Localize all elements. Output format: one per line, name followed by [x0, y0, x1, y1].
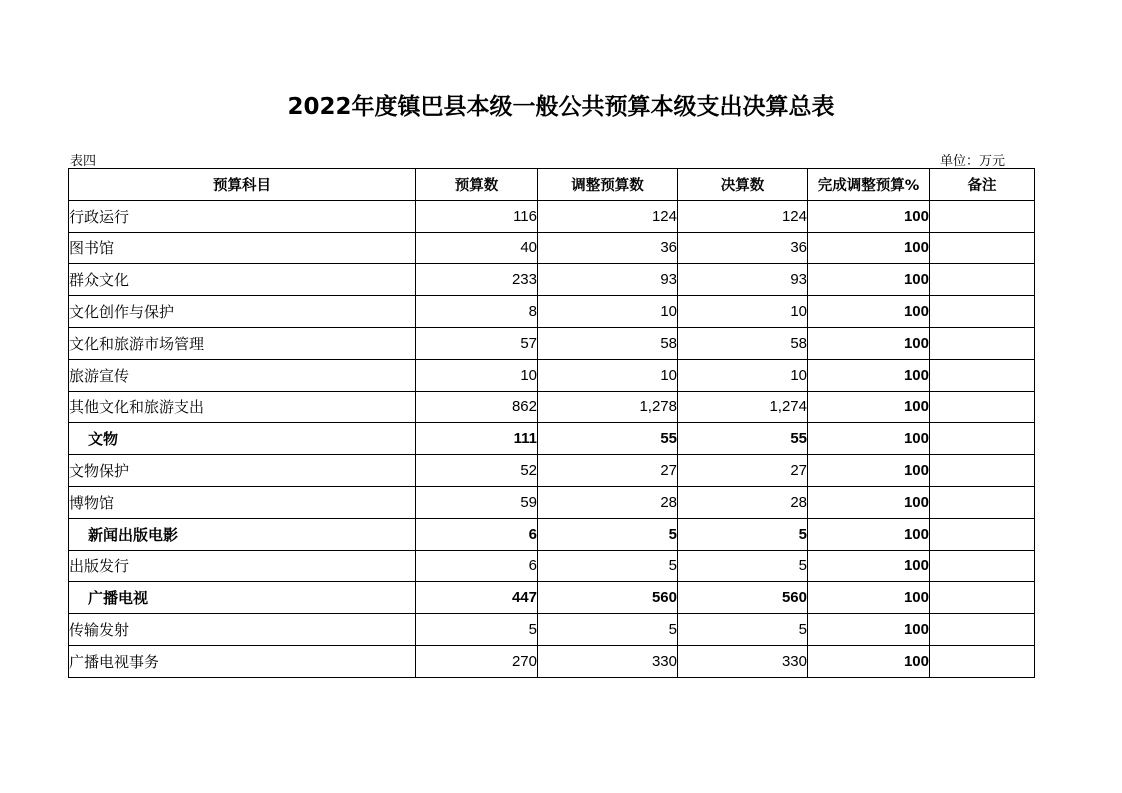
- row-adjusted: 1,278: [538, 391, 678, 423]
- row-rate: 100: [808, 455, 930, 487]
- row-adjusted: 93: [538, 264, 678, 296]
- row-budget: 57: [416, 327, 538, 359]
- header-final: 决算数: [678, 169, 808, 201]
- row-note: [930, 645, 1035, 677]
- row-adjusted: 36: [538, 232, 678, 264]
- row-rate: 100: [808, 614, 930, 646]
- row-note: [930, 518, 1035, 550]
- row-note: [930, 423, 1035, 455]
- table-row: [69, 550, 1035, 582]
- row-budget: 52: [416, 455, 538, 487]
- row-subject: 文化和旅游市场管理: [69, 327, 416, 359]
- row-budget: 59: [416, 486, 538, 518]
- row-note: [930, 359, 1035, 391]
- row-adjusted: 28: [538, 486, 678, 518]
- page-title: 2022年度镇巴县本级一般公共预算本级支出决算总表: [287, 94, 835, 120]
- table-row: [69, 232, 1035, 264]
- budget-table: [68, 168, 1035, 678]
- row-budget: 233: [416, 264, 538, 296]
- row-final: 27: [678, 455, 808, 487]
- row-budget: 116: [416, 200, 538, 232]
- table-row: [69, 359, 1035, 391]
- row-subject: 图书馆: [69, 232, 416, 264]
- row-note: [930, 200, 1035, 232]
- row-final: 55: [678, 423, 808, 455]
- row-adjusted: 5: [538, 614, 678, 646]
- row-subject: 文化创作与保护: [69, 296, 416, 328]
- row-adjusted: 10: [538, 296, 678, 328]
- table-row: [69, 614, 1035, 646]
- row-rate: 100: [808, 486, 930, 518]
- row-note: [930, 327, 1035, 359]
- row-note: [930, 455, 1035, 487]
- row-subject: 广播电视事务: [69, 645, 416, 677]
- table-row: [69, 264, 1035, 296]
- table-row: [69, 296, 1035, 328]
- row-adjusted: 55: [538, 423, 678, 455]
- row-subject: 博物馆: [69, 486, 416, 518]
- row-note: [930, 232, 1035, 264]
- header-subject: 预算科目: [69, 169, 416, 201]
- row-subject: 文物: [69, 423, 416, 455]
- row-adjusted: 10: [538, 359, 678, 391]
- row-final: 10: [678, 359, 808, 391]
- row-adjusted: 560: [538, 582, 678, 614]
- row-subject: 传输发射: [69, 614, 416, 646]
- row-adjusted: 5: [538, 550, 678, 582]
- row-budget: 447: [416, 582, 538, 614]
- row-note: [930, 391, 1035, 423]
- row-final: 1,274: [678, 391, 808, 423]
- table-row: [69, 645, 1035, 677]
- row-adjusted: 58: [538, 327, 678, 359]
- table-row: [69, 455, 1035, 487]
- table-row: [69, 423, 1035, 455]
- row-rate: 100: [808, 296, 930, 328]
- row-rate: 100: [808, 264, 930, 296]
- table-label: 表四: [70, 154, 97, 169]
- table-row: [69, 518, 1035, 550]
- row-rate: 100: [808, 582, 930, 614]
- header-rate: 完成调整预算%: [808, 169, 930, 201]
- row-final: 58: [678, 327, 808, 359]
- row-rate: 100: [808, 391, 930, 423]
- row-subject: 行政运行: [69, 200, 416, 232]
- row-rate: 100: [808, 359, 930, 391]
- row-final: 28: [678, 486, 808, 518]
- row-rate: 100: [808, 232, 930, 264]
- row-budget: 8: [416, 296, 538, 328]
- row-final: 93: [678, 264, 808, 296]
- row-note: [930, 550, 1035, 582]
- row-subject: 其他文化和旅游支出: [69, 391, 416, 423]
- row-final: 36: [678, 232, 808, 264]
- row-rate: 100: [808, 423, 930, 455]
- row-final: 330: [678, 645, 808, 677]
- row-subject: 广播电视: [69, 582, 416, 614]
- row-final: 5: [678, 518, 808, 550]
- row-subject: 旅游宣传: [69, 359, 416, 391]
- table-row: [69, 327, 1035, 359]
- row-final: 5: [678, 550, 808, 582]
- row-budget: 6: [416, 550, 538, 582]
- table-row: [69, 486, 1035, 518]
- row-adjusted: 5: [538, 518, 678, 550]
- row-final: 10: [678, 296, 808, 328]
- row-budget: 5: [416, 614, 538, 646]
- row-subject: 新闻出版电影: [69, 518, 416, 550]
- row-subject: 群众文化: [69, 264, 416, 296]
- row-budget: 862: [416, 391, 538, 423]
- row-rate: 100: [808, 200, 930, 232]
- row-note: [930, 264, 1035, 296]
- header-adjusted: 调整预算数: [538, 169, 678, 201]
- table-header-row: [69, 169, 1035, 201]
- row-note: [930, 486, 1035, 518]
- table-row: [69, 200, 1035, 232]
- row-adjusted: 330: [538, 645, 678, 677]
- row-final: 124: [678, 200, 808, 232]
- row-budget: 40: [416, 232, 538, 264]
- unit-label: 单位：万元: [940, 154, 1006, 169]
- row-adjusted: 27: [538, 455, 678, 487]
- row-final: 5: [678, 614, 808, 646]
- header-note: 备注: [930, 169, 1035, 201]
- row-budget: 270: [416, 645, 538, 677]
- row-budget: 111: [416, 423, 538, 455]
- table-row: [69, 582, 1035, 614]
- row-subject: 文物保护: [69, 455, 416, 487]
- row-note: [930, 614, 1035, 646]
- row-rate: 100: [808, 518, 930, 550]
- row-final: 560: [678, 582, 808, 614]
- header-budget: 预算数: [416, 169, 538, 201]
- row-subject: 出版发行: [69, 550, 416, 582]
- table-body: [69, 200, 1035, 677]
- row-rate: 100: [808, 327, 930, 359]
- row-adjusted: 124: [538, 200, 678, 232]
- row-budget: 6: [416, 518, 538, 550]
- row-note: [930, 582, 1035, 614]
- row-note: [930, 296, 1035, 328]
- row-rate: 100: [808, 550, 930, 582]
- table-row: [69, 391, 1035, 423]
- row-rate: 100: [808, 645, 930, 677]
- row-budget: 10: [416, 359, 538, 391]
